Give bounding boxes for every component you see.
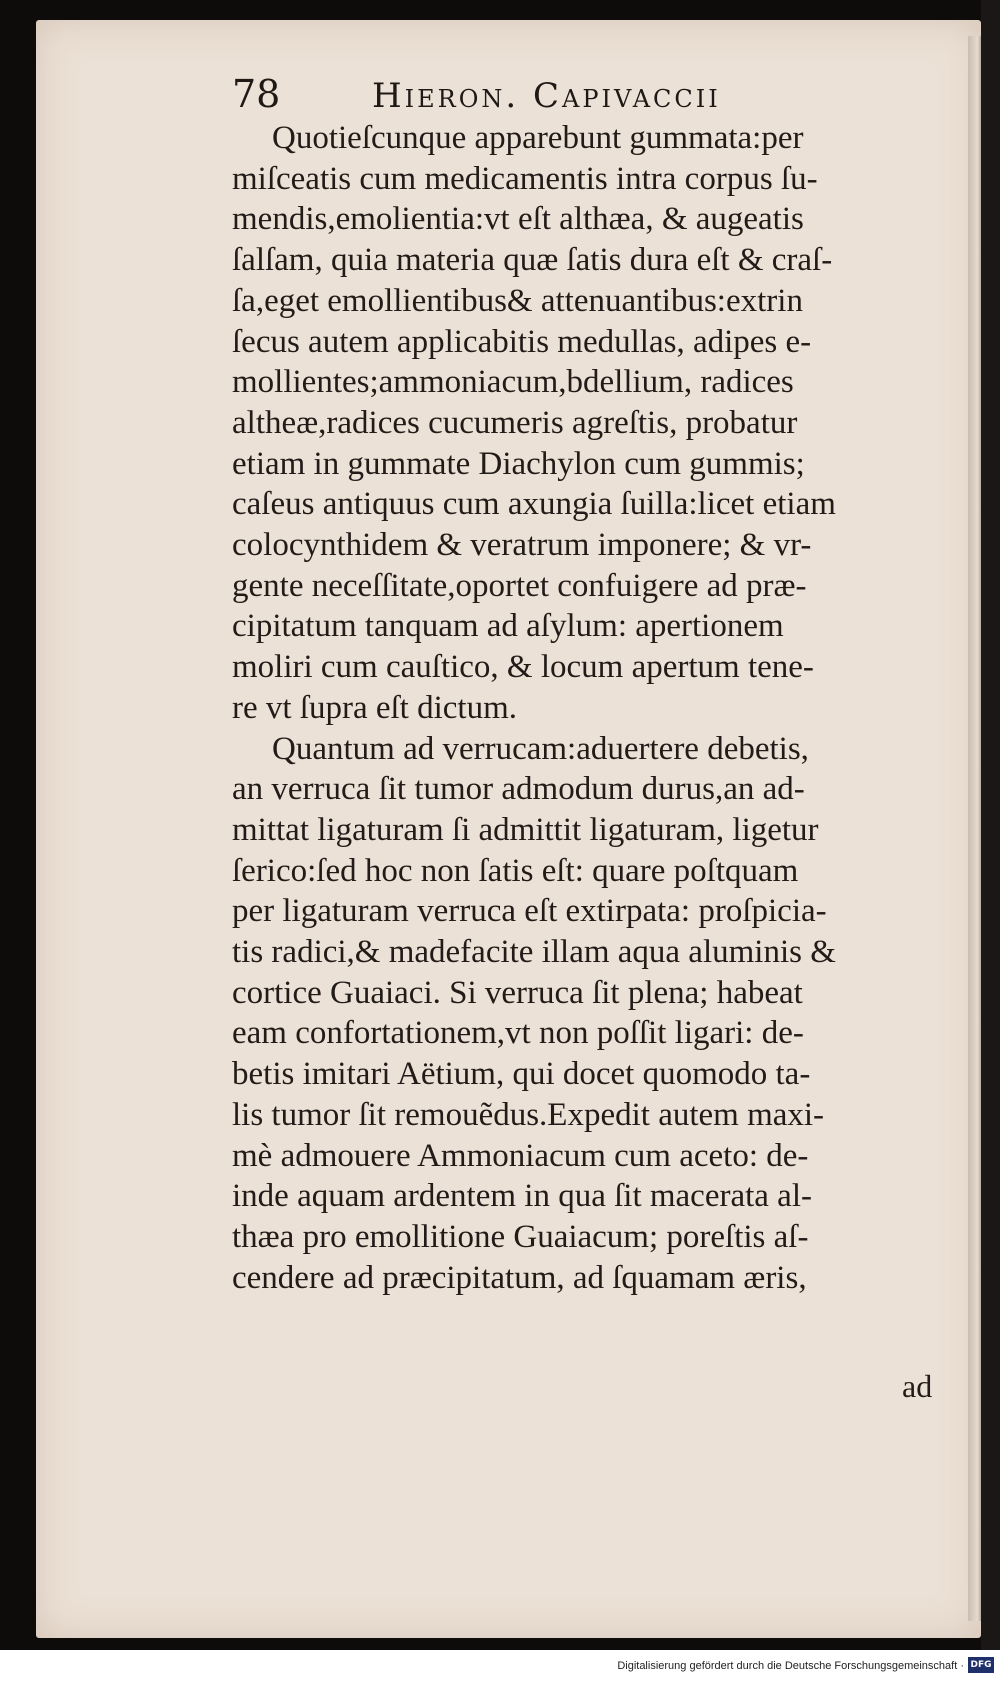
page-number: 78: [232, 72, 281, 116]
page-header: [232, 72, 832, 122]
text-line: thæa pro emollitione Guaiacum; poreſtis aſ-: [232, 1218, 809, 1255]
text-line: cipitatum tanquam ad aſylum: apertionem: [232, 608, 784, 645]
text-line: ſecus autem applicabitis medullas, adipes e-: [232, 323, 812, 360]
text-line: miſceatis cum medicamentis intra corpus ſu-: [232, 160, 818, 197]
text-line: per ligaturam verruca eſt extirpata: proſpicia-: [232, 893, 827, 930]
text-line: Quotieſcunque apparebunt gummata:per: [272, 120, 804, 156]
text-line: moliri cum cauſtico, & locum apertum tene-: [232, 649, 814, 686]
text-line: ſa,eget emollientibus& attenuantibus:extrin: [232, 282, 803, 319]
text-line: gente neceſſitate,oportet confuigere ad præ-: [232, 567, 807, 604]
text-line: etiam in gummate Diachylon cum gummis;: [232, 445, 805, 482]
text-line: altheæ,radices cucumeris agreſtis, probatur: [232, 404, 798, 441]
text-line: Quantum ad verrucam:aduertere debetis,: [272, 730, 809, 767]
text-line: mittat ligaturam ſi admittit ligaturam, ligetur: [232, 811, 819, 848]
text-line: eam confortationem,vt non poſſit ligari: de-: [232, 1015, 804, 1052]
text-line: tis radici,& madefacite illam aqua aluminis &: [232, 934, 836, 970]
text-line: mendis,emolientia:vt eſt althæa, & augeatis: [232, 201, 804, 238]
running-title: Hieron. Capivaccii: [372, 76, 721, 116]
dfg-logo: DFG: [968, 1657, 994, 1673]
text-line: an verruca ſit tumor admodum durus,an ad-: [232, 771, 805, 808]
footer-credit: Digitalisierung gefördert durch die Deutsche Forschungsgemeinschaft ·: [617, 1660, 964, 1672]
footer-bar: [0, 1650, 1000, 1683]
text-line: mè admouere Ammoniacum cum aceto: de-: [232, 1137, 809, 1174]
text-line: inde aquam ardentem in qua ſit macerata al-: [232, 1178, 812, 1215]
text-line: caſeus antiquus cum axungia ſuilla:licet etiam: [232, 486, 836, 523]
text-line: ſerico:ſed hoc non ſatis eſt: quare poſtquam: [232, 852, 799, 889]
text-line: mollientes;ammoniacum,bdellium, radices: [232, 364, 794, 401]
text-line: cortice Guaiaci. Si verruca ſit plena; habeat: [232, 974, 803, 1011]
text-line: lis tumor ſit remouẽdus.Expedit autem maxi-: [232, 1096, 825, 1133]
text-line: re vt ſupra eſt dictum.: [232, 689, 517, 726]
text-line: cendere ad præcipitatum, ad ſquamam æris,: [232, 1259, 807, 1296]
text-line: ſalſam, quia materia quæ ſatis dura eſt & craſ-: [232, 242, 833, 279]
catchword: ad: [902, 1368, 933, 1404]
text-line: betis imitari Aëtium, qui docet quomodo ta-: [232, 1056, 811, 1093]
text-line: colocynthidem & veratrum imponere; & vr-: [232, 527, 812, 563]
scan-border: [981, 0, 1000, 1650]
